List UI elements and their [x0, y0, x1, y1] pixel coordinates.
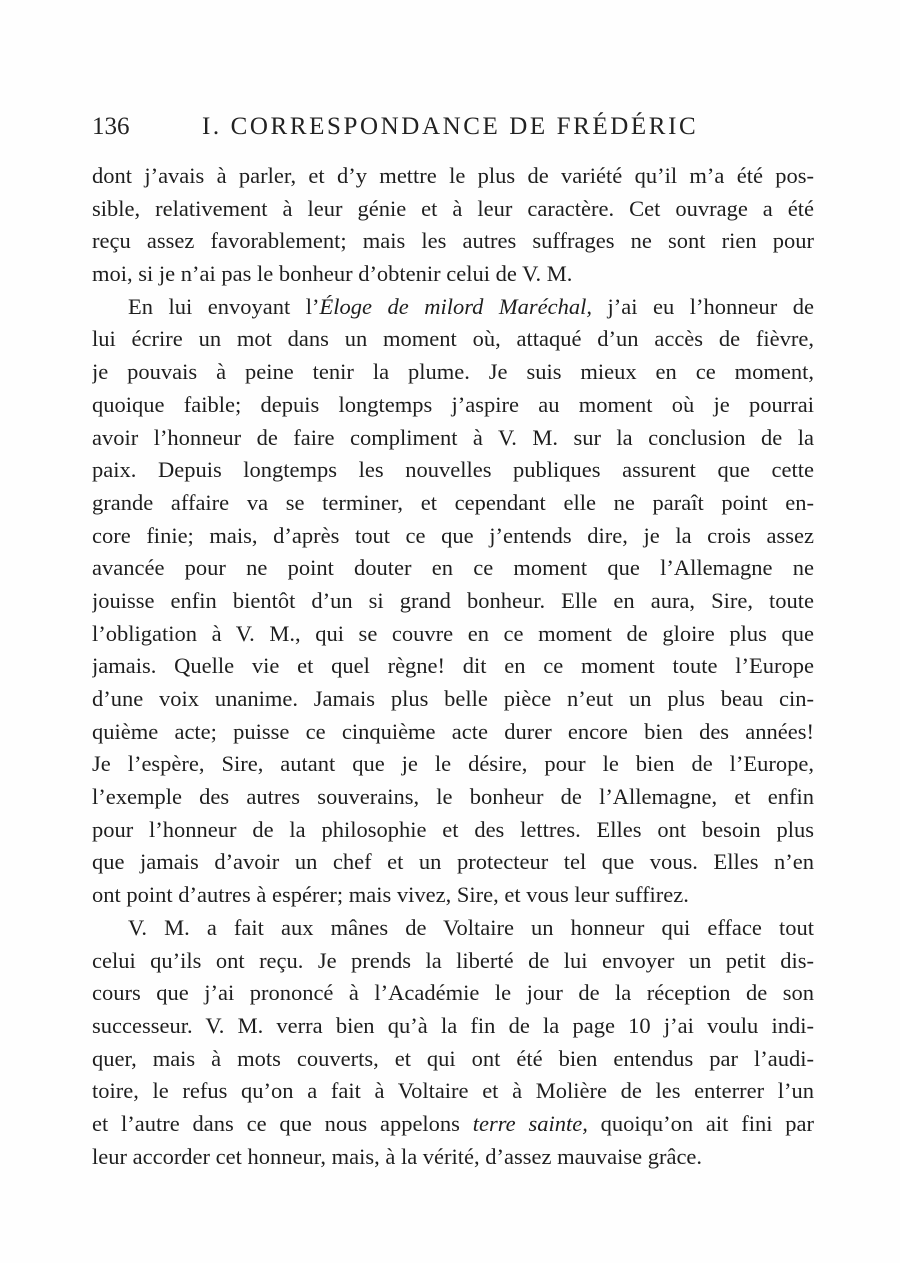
text-line: quer, mais à mots couverts, et qui ont été bien entendus par l’audi- [92, 1045, 814, 1071]
text-line: successeur. V. M. verra bien qu’à la fin de la page 10 j’ai voulu indi- [92, 1012, 814, 1038]
text-line [92, 1108, 814, 1141]
text-segment: En lui envoyant l’ [128, 293, 320, 319]
text-line: dont j’avais à parler, et d’y mettre le plus de variété qu’il m’a été pos- [92, 163, 814, 188]
text-line: je pouvais à peine tenir la plume. Je suis mieux en ce moment, [92, 359, 814, 385]
text-line: que jamais d’avoir un chef et un protecteur tel que vous. Elles n’en [92, 849, 814, 875]
text-line: l’obligation à V. M., qui se couvre en ce moment de gloire plus que [92, 620, 814, 646]
text-segment: et l’autre dans ce que nous appelons [92, 1110, 473, 1136]
text-line: sible, relativement à leur génie et à leur caractère. Cet ouvrage a été [92, 195, 814, 221]
text-line: avoir l’honneur de faire compliment à V. M. sur la conclusion de la [92, 424, 814, 450]
text-line [92, 291, 814, 324]
text-line: reçu assez favorablement; mais les autres suffrages ne sont rien pour [92, 228, 814, 254]
text-segment: quoiqu’on ait fini par [587, 1110, 814, 1136]
text-line: jouisse enfin bientôt d’un si grand bonheur. Elle en aura, Sire, toute [92, 587, 814, 613]
text-line: lui écrire un mot dans un moment où, attaqué d’un accès de fièvre, [92, 326, 814, 352]
text-line: V. M. a fait aux mânes de Voltaire un honneur qui efface tout [128, 914, 814, 940]
text-line: grande affaire va se terminer, et cependant elle ne paraît point en- [92, 489, 814, 515]
text-line: d’une voix unanime. Jamais plus belle pièce n’eut un plus beau cin- [92, 686, 814, 711]
text-line: avancée pour ne point douter en ce moment que l’Allemagne ne [92, 555, 814, 581]
page-number: 136 [92, 113, 130, 140]
italic-phrase: terre sainte, [472, 1110, 588, 1136]
text-line: pour l’honneur de la philosophie et des lettres. Elles ont besoin plus [92, 816, 814, 842]
text-line: cours que j’ai prononcé à l’Académie le jour de la réception de son [92, 980, 814, 1006]
text-line: toire, le refus qu’on a fait à Voltaire et à Molière de les enterrer l’un [92, 1078, 814, 1104]
text-line: ont point d’autres à espérer; mais vivez, Sire, et vous leur suffirez. [92, 882, 689, 908]
text-line: quoique faible; depuis longtemps j’aspire au moment où je pourrai [92, 391, 814, 417]
text-line: l’exemple des autres souverains, le bonheur de l’Allemagne, et enfin [92, 784, 814, 810]
text-line: moi, si je n’ai pas le bonheur d’obtenir celui de V. M. [92, 261, 573, 287]
text-line: celui qu’ils ont reçu. Je prends la liberté de lui envoyer un petit dis- [92, 947, 814, 973]
text-line: quième acte; puisse ce cinquième acte durer encore bien des années! [92, 718, 814, 744]
text-line: leur accorder cet honneur, mais, à la vérité, d’assez mauvaise grâce. [92, 1143, 703, 1169]
running-title: I. CORRESPONDANCE DE FRÉDÉRIC [202, 113, 699, 140]
text-line: Je l’espère, Sire, autant que je le désire, pour le bien de l’Europe, [92, 751, 814, 777]
text-line: core finie; mais, d’après tout ce que j’entends dire, je la crois assez [92, 522, 814, 548]
text-line: jamais. Quelle vie et quel règne! dit en ce moment toute l’Europe [92, 653, 814, 679]
running-head [92, 113, 814, 147]
text-line: paix. Depuis longtemps les nouvelles publiques assurent que cette [92, 457, 814, 483]
italic-title: Éloge de milord Maréchal, [319, 293, 593, 319]
body-text [92, 160, 814, 1173]
text-segment: j’ai eu l’honneur de [592, 293, 814, 319]
